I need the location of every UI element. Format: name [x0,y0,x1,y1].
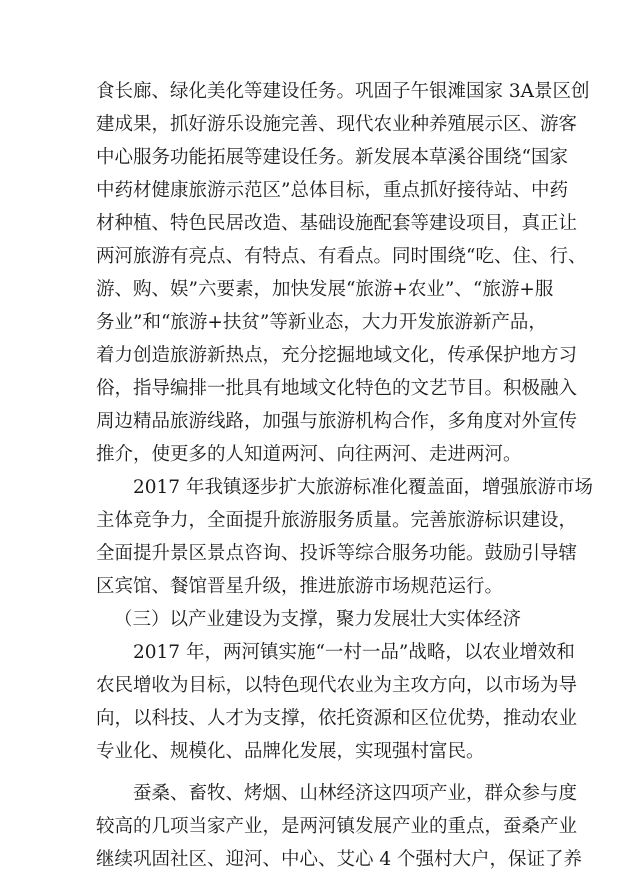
text-line: 主体竞争力，全面提升旅游服务质量。完善旅游标识建设， [96,510,578,531]
text-line: 农民增收为目标，以特色现代农业为主攻方向，以市场为导 [96,675,578,696]
text-line: 专业化、规模化、品牌化发展，实现强村富民。 [96,741,485,762]
text-line: 游、购、娱”六要素，加快发展“旅游+农业”、“旅游+服 [96,279,554,300]
text-line: 着力创造旅游新热点，充分挖掘地域文化，传承保护地方习 [96,345,578,366]
text-line: 材种植、特色民居改造、基础设施配套等建设项目，真正让 [96,213,578,234]
text-line: 继续巩固社区、迎河、中心、艾心 4 个强村大户，保证了养 [96,849,583,870]
section-heading: （三）以产业建设为支撑，聚力发展壮大实体经济 [114,609,522,630]
text-line: 俗，指导编排一批具有地域文化特色的文艺节目。积极融入 [96,378,578,399]
text-line: 周边精品旅游线路，加强与旅游机构合作，多角度对外宣传 [96,411,578,432]
text-line: 全面提升景区景点咨询、投诉等综合服务功能。鼓励引导辖 [96,543,578,564]
text-line: 食长廊、绿化美化等建设任务。巩固子午银滩国家 3A景区创 [96,81,590,102]
text-line: 向，以科技、人才为支撑，依托资源和区位优势，推动农业 [96,708,578,729]
paragraph-first-line: 2017 年我镇逐步扩大旅游标准化覆盖面，增强旅游市场 [133,477,593,498]
text-line: 较高的几项当家产业，是两河镇发展产业的重点，蚕桑产业 [96,816,578,837]
text-line: 务业”和“旅游+扶贫”等新业态，大力开发旅游新产品， [96,312,547,333]
text-line: 中心服务功能拓展等建设任务。新发展本草溪谷围绕“国家 [96,147,568,168]
text-line: 两河旅游有亮点、有特点、有看点。同时围绕“吃、住、行、 [96,246,587,267]
paragraph-first-line: 蚕桑、畜牧、烤烟、山林经济这四项产业，群众参与度 [133,783,578,804]
text-line: 建成果，抓好游乐设施完善、现代农业种养殖展示区、游客 [96,114,578,135]
paragraph-first-line: 2017 年，两河镇实施“一村一品”战略，以农业增效和 [133,642,575,663]
text-line: 中药材健康旅游示范区”总体目标，重点抓好接待站、中药 [96,180,568,201]
text-line: 区宾馆、餐馆晋星升级，推进旅游市场规范运行。 [96,576,504,597]
text-line: 推介，使更多的人知道两河、向往两河、走进两河。 [96,444,522,465]
